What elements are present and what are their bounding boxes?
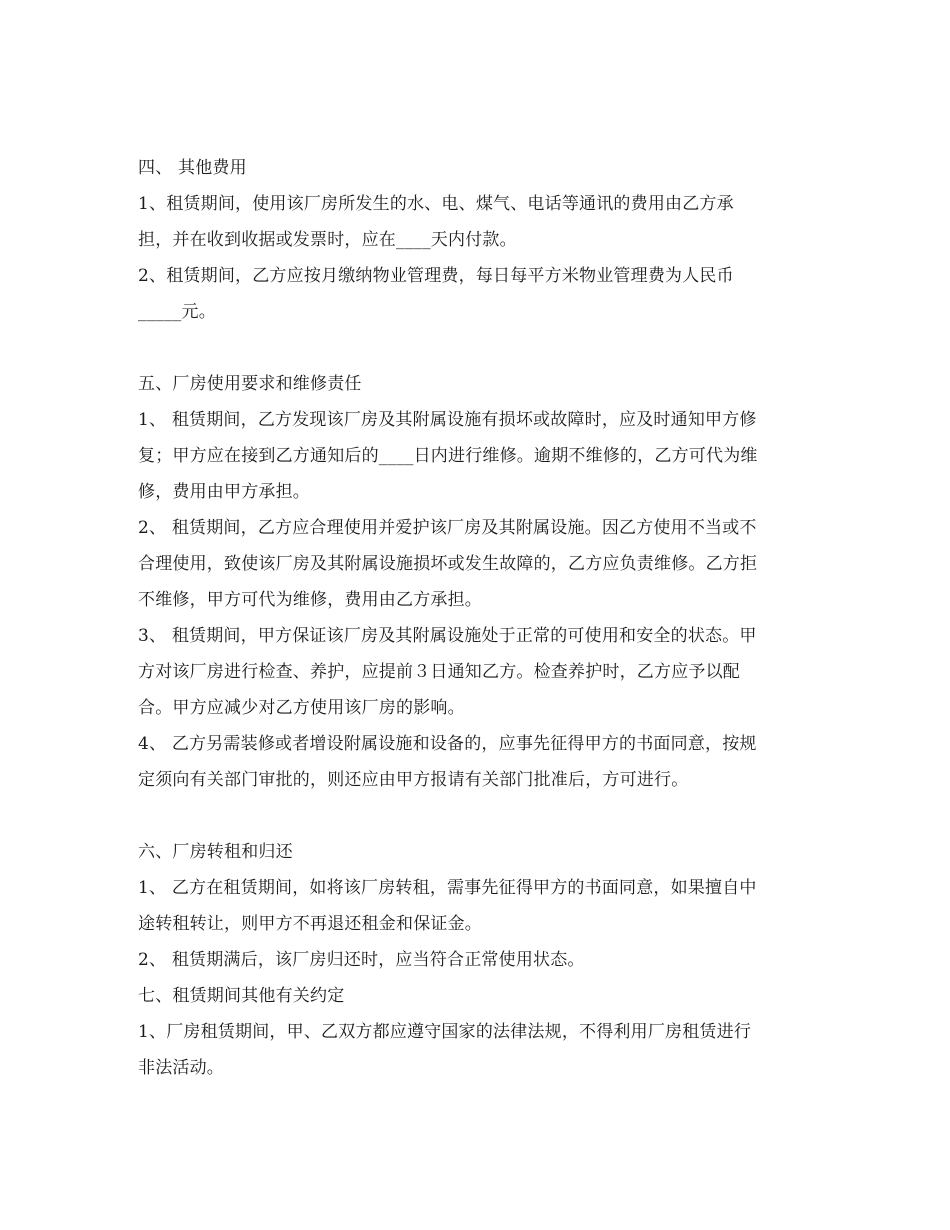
- text-line: 2、租赁期间，乙方应按月缴纳物业管理费，每日每平方米物业管理费为人民币: [138, 266, 734, 286]
- section-sublease-return: [138, 834, 814, 978]
- text-line: _____元。: [138, 302, 216, 322]
- text-line: 2、 租赁期满后，该厂房归还时，应当符合正常使用状态。: [138, 950, 585, 970]
- text-line: 1、 乙方在租赁期间，如将该厂房转租，需事先征得甲方的书面同意，如果擅自中: [138, 878, 757, 898]
- text-line: 2、 租赁期间，乙方应合理使用并爱护该厂房及其附属设施。因乙方使用不当或不: [138, 518, 757, 538]
- section-heading: 四、 其他费用: [138, 158, 247, 178]
- text-line: 4、 乙方另需装修或者增设附属设施和设备的，应事先征得甲方的书面同意，按规: [138, 734, 757, 754]
- section-heading: 七、租赁期间其他有关约定: [138, 986, 345, 1006]
- document-page: [138, 150, 814, 1086]
- text-line: 1、厂房租赁期间，甲、乙双方都应遵守国家的法律法规，不得利用厂房租赁进行: [138, 1022, 752, 1042]
- text-line: 途转租转让，则甲方不再退还租金和保证金。: [138, 914, 482, 934]
- section-heading: 六、厂房转租和归还: [138, 842, 293, 862]
- section-other-fees: [138, 150, 814, 330]
- text-line: 修，费用由甲方承担。: [138, 482, 310, 502]
- text-line: 非法活动。: [138, 1058, 224, 1078]
- section-spacer: [138, 330, 814, 366]
- section-usage-maintenance: [138, 366, 814, 798]
- text-line: 复；甲方应在接到乙方通知后的____日内进行维修。逾期不维修的，乙方可代为维: [138, 446, 758, 466]
- text-line: 合理使用，致使该厂房及其附属设施损坏或发生故障的，乙方应负责维修。乙方拒: [138, 554, 758, 574]
- section-other-agreements: [138, 978, 814, 1086]
- text-line: 合。甲方应减少对乙方使用该厂房的影响。: [138, 698, 465, 718]
- text-line: 3、 租赁期间，甲方保证该厂房及其附属设施处于正常的可使用和安全的状态。甲: [138, 626, 757, 646]
- section-spacer: [138, 798, 814, 834]
- text-line: 担，并在收到收据或发票时，应在____天内付款。: [138, 230, 517, 250]
- text-line: 1、租赁期间，使用该厂房所发生的水、电、煤气、电话等通讯的费用由乙方承: [138, 194, 734, 214]
- text-line: 方对该厂房进行检查、养护，应提前３日通知乙方。检查养护时，乙方应予以配: [138, 662, 740, 682]
- text-line: 不维修，甲方可代为维修，费用由乙方承担。: [138, 590, 482, 610]
- text-line: 定须向有关部门审批的，则还应由甲方报请有关部门批准后，方可进行。: [138, 770, 689, 790]
- section-heading: 五、厂房使用要求和维修责任: [138, 374, 362, 394]
- text-line: 1、 租赁期间，乙方发现该厂房及其附属设施有损坏或故障时，应及时通知甲方修: [138, 410, 757, 430]
